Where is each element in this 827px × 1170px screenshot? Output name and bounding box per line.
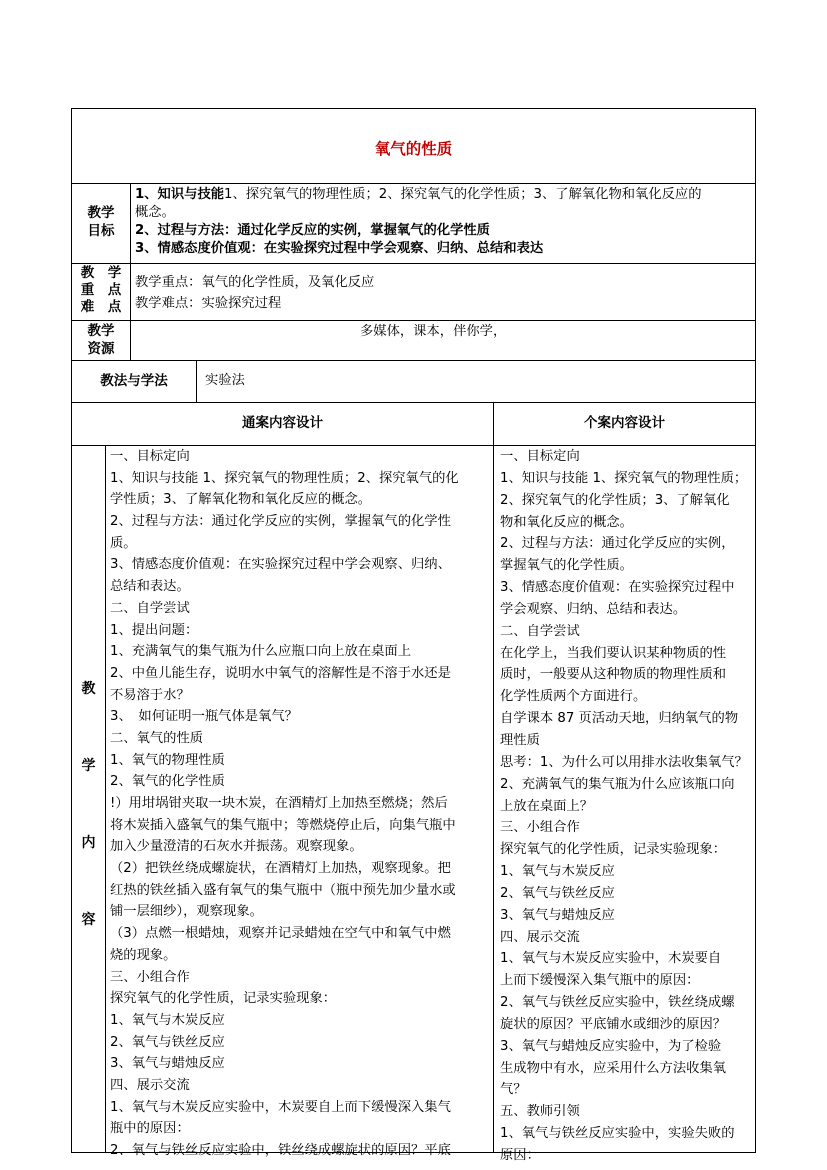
content-line: 化学性质两个方面进行。 (500, 689, 647, 705)
content-line: 1、氧气与铁丝反应实验中，实验失败的 (500, 1126, 735, 1142)
content-line: 原因： (500, 1148, 540, 1163)
content-line: 红热的铁丝插入盛有氧气的集气瓶中（瓶中预先加少量水或 (110, 882, 456, 898)
row-divider (71, 183, 756, 184)
content-line: !）用坩埚钳夹取一块木炭，在酒精灯上加热至燃烧；然后 (110, 796, 448, 811)
content-line: 2、氧气的化学性质 (110, 774, 225, 790)
method-value: 实验法 (205, 373, 245, 388)
content-line: 二、自学尝试 (500, 623, 580, 639)
general-design-content (110, 446, 490, 1158)
key-points-label: 教 学 重 点 难 点 (80, 265, 122, 315)
content-column-divider (493, 402, 494, 1153)
content-line: 2、探究氧气的化学性质；3、了解氧化 (500, 492, 730, 508)
content-line: 学会观察、归纳、总结和表达。 (500, 601, 687, 617)
content-line: 3、氧气与蜡烛反应 (110, 1056, 225, 1072)
content-line: 1、氧气与木炭反应实验中，木炭要自上而下缓慢深入集气 (110, 1099, 451, 1115)
content-line: 1、知识与技能 1、探究氧气的物理性质； (500, 470, 748, 486)
content-line: 3、 如何证明一瓶气体是氧气？ (110, 709, 298, 725)
content-line: 五、教师引领 (500, 1104, 580, 1120)
content-line: 质。 (110, 535, 137, 551)
content-line: 三、小组合作 (500, 820, 580, 836)
content-line: 2、过程与方法：通过化学反应的实例， (500, 536, 735, 552)
content-line: 3、情感态度价值观：在实验探究过程中学会观察、归纳、 (110, 557, 451, 573)
content-line: 3、氧气与蜡烛反应 (500, 907, 615, 923)
row-divider (71, 402, 756, 403)
content-line: 瓶中的原因： (110, 1121, 190, 1137)
row-divider (71, 360, 756, 361)
content-line: 将木炭插入盛氧气的集气瓶中；等燃烧停止后，向集气瓶中 (110, 817, 456, 833)
content-line: 2、充满氧气的集气瓶为什么应该瓶口向 (500, 776, 735, 792)
content-line: 三、小组合作 (110, 969, 190, 985)
content-line: 理性质 (500, 732, 540, 748)
method-column-divider (196, 360, 197, 402)
label-column-divider (130, 183, 131, 360)
resources-label: 教学 资源 (87, 323, 115, 357)
content-line: 质时，一般要从这种物质的物理性质和 (500, 667, 727, 683)
content-line: 2、氧气与铁丝反应实验中，铁丝绕成螺旋状的原因？平底 (110, 1143, 451, 1158)
content-line: 不易溶于水？ (110, 687, 190, 703)
teaching-content-label: 教 学 内 容 (81, 681, 96, 928)
content-line: 2、过程与方法：通过化学反应的实例，掌握氧气的化学性 (110, 514, 451, 530)
content-line: 四、展示交流 (500, 929, 580, 945)
content-line: 1、充满氧气的集气瓶为什么应瓶口向上放在桌面上 (110, 644, 411, 660)
content-line: （3）点燃一根蜡烛，观察并记录蜡烛在空气中和氧气中燃 (110, 926, 451, 942)
content-line: 2、氧气与铁丝反应 (500, 885, 615, 901)
page-title: 氧气的性质 (374, 140, 453, 158)
content-line: 铺一层细纱），观察现象。 (110, 904, 263, 920)
content-line: 探究氧气的化学性质，记录实验现象： (110, 991, 337, 1007)
content-line: 1、提出问题： (110, 622, 199, 638)
objectives-text: 1、知识与技能1、探究氧气的物理性质；2、探究氧气的化学性质；3、了解氧化物和氧化反应的 概念。 2、过程与方法：通过化学反应的实例，掌握氧气的化学性质 3、情感态度价值观：在实验探究过程中学会观察、归纳、总结和表达 (135, 187, 702, 256)
content-line: 四、展示交流 (110, 1077, 190, 1093)
content-line: 3、情感态度价值观：在实验探究过程中 (500, 580, 735, 596)
content-line: 旋状的原因？平底铺水或细沙的原因？ (500, 1016, 727, 1032)
individual-design-header: 个案内容设计 (584, 415, 665, 431)
row-divider (71, 320, 756, 321)
content-line: 气？ (500, 1082, 527, 1098)
content-line: 加入少量澄清的石灰水并振荡。观察现象。 (110, 839, 363, 855)
objectives-label: 教学 目标 (87, 205, 115, 239)
content-line: 烧的现象。 (110, 947, 177, 963)
content-line: 探究氧气的化学性质，记录实验现象： (500, 842, 727, 858)
content-line: 掌握氧气的化学性质。 (500, 558, 633, 574)
teaching-difficulty: 教学难点：实验探究过程 (135, 296, 282, 311)
content-line: 总结和表达。 (110, 579, 190, 595)
key-points-text (135, 272, 735, 314)
row-divider (71, 263, 756, 264)
content-line: 1、知识与技能 1、探究氧气的物理性质；2、探究氧气的化 (110, 470, 459, 486)
content-line: 2、氧气与铁丝反应实验中，铁丝绕成螺 (500, 995, 735, 1011)
content-line: 1、氧气的物理性质 (110, 752, 225, 768)
content-line: 一、目标定向 (500, 449, 580, 464)
content-line: 2、氧气与铁丝反应 (110, 1034, 225, 1050)
content-line: 1、氧气与木炭反应 (110, 1012, 225, 1028)
method-label: 教法与学法 (100, 373, 168, 389)
content-line: 思考：1、为什么可以用排水法收集氧气？ (500, 754, 748, 770)
content-line: 物和氧化反应的概念。 (500, 514, 633, 530)
content-line: 生成物中有水，应采用什么方法收集氧 (500, 1060, 727, 1076)
content-line: 在化学上，当我们要认识某种物质的性 (500, 645, 727, 661)
side-label-divider (105, 445, 106, 1153)
content-line: （2）把铁丝绕成螺旋状，在酒精灯上加热，观察现象。把 (110, 861, 451, 877)
content-line: 3、氧气与蜡烛反应实验中，为了检验 (500, 1038, 722, 1054)
content-line: 学性质；3、了解氧化物和氧化反应的概念。 (110, 492, 372, 508)
content-line: 1、氧气与木炭反应实验中，木炭要自 (500, 951, 722, 967)
content-line: 二、氧气的性质 (110, 730, 204, 746)
content-line: 二、自学尝试 (110, 600, 190, 616)
content-line: 自学课本 87 页活动天地，归纳氧气的物 (500, 711, 739, 727)
teaching-focus: 教学重点：氧气的化学性质，及氧化反应 (135, 275, 375, 290)
content-line: 2、中鱼儿能生存，说明水中氧气的溶解性是不溶于水还是 (110, 665, 451, 681)
objectives-skill-heading: 1、知识与技能 (135, 187, 225, 202)
content-line: 一、目标定向 (110, 449, 190, 464)
content-line: 1、氧气与木炭反应 (500, 864, 615, 880)
content-line: 上放在桌面上？ (500, 798, 594, 814)
content-line: 上而下缓慢深入集气瓶中的原因： (500, 973, 700, 989)
general-design-header: 通案内容设计 (242, 415, 323, 431)
individual-design-content (500, 446, 754, 1163)
resources-value: 多媒体，课本，伴你学， (360, 324, 507, 339)
